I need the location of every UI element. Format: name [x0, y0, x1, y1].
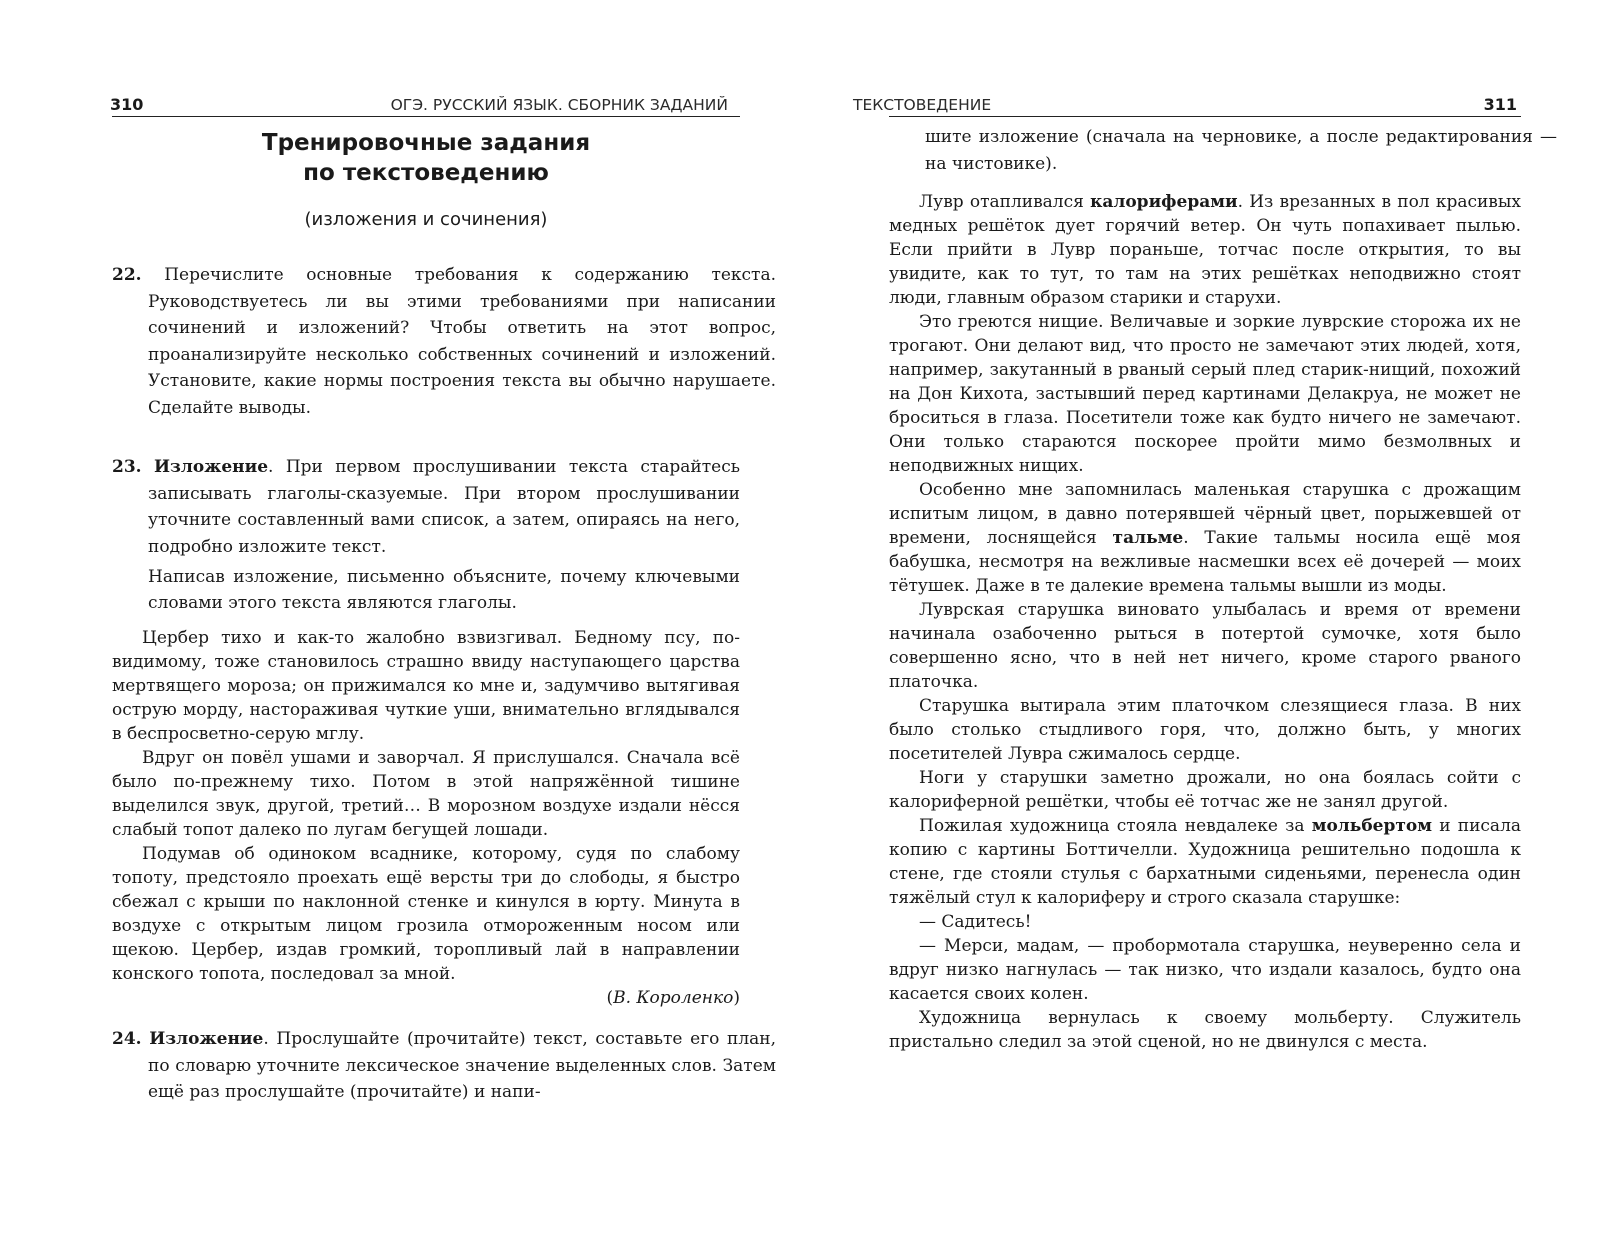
paustovsky-excerpt: [889, 190, 1521, 1054]
p1-b: . Из врезанных в пол красивых медных решёток дует горячий ветер. Он чуть попахивает пылью. Если прийти в Лувр пораньше, тотчас после открытия, то вы увидите, как то тут, то там на этих решётках неподвижно стоят люди, главным образом старики и старухи.: [889, 192, 1521, 308]
excerpt-paragraph: Ноги у старушки заметно дрожали, но она боялась сойти с калориферной решётки, чтобы её тотчас же не занял другой.: [889, 768, 1521, 812]
excerpt-author: [112, 986, 740, 1010]
korolenko-excerpt: [112, 626, 740, 1010]
p3-a: Особенно мне запомнилась маленькая старушка с дрожащим испитым лицом, в давно потерявшей чёрный цвет, порыжевшей от времени, лоснящейся: [889, 480, 1521, 548]
task-23-number: 23.: [112, 457, 142, 477]
task-24-number: 24.: [112, 1029, 142, 1049]
right-page: [853, 0, 1557, 1258]
section-subtitle: (изложения и сочинения): [304, 209, 548, 230]
term-kaloriferami: калориферами: [1090, 192, 1238, 212]
task-22: [112, 262, 776, 422]
task-22-number: 22.: [112, 265, 142, 285]
excerpt-paragraph: [889, 478, 1521, 598]
excerpt-paragraph: Вдруг он повёл ушами и заворчал. Я прислушался. Сначала всё было по-прежнему тихо. Потом в этой напряжённой тишине выделился звук, другой, третий… В морозном воздухе издали нёсся слабый топот далеко по лугам бегущей лошади.: [112, 748, 740, 840]
p3-b: . Такие тальмы носила ещё моя бабушка, несмотря на вежливые насмешки всех её дочерей — моих тётушек. Даже в те далекие времена тальмы вышли из моды.: [889, 528, 1521, 596]
task-24-continuation: шите изложение (сначала на черновике, а после редактирования — на чистовике).: [925, 127, 1557, 174]
dialogue-line: — Мерси, мадам, — пробормотала старушка, неуверенно села и вдруг низко нагнулась — так низко, что издали казалось, будто она касается своих колен.: [889, 936, 1521, 1004]
running-title-left: ОГЭ. РУССКИЙ ЯЗЫК. СБОРНИК ЗАДАНИЙ: [390, 96, 728, 114]
task-22-text: Перечислите основные требования к содержанию текста. Руководствуетесь ли вы этими требованиями при написании сочинений и изложений? Чтобы ответить на этот вопрос, проанализируйте несколько собственных сочинений и изложений. Установите, какие нормы построения текста вы обычно нарушаете. Сделайте выводы.: [148, 265, 777, 418]
excerpt-paragraph: Это греются нищие. Величавые и зоркие луврские сторожа их не трогают. Они делают вид, что просто не замечают этих людей, хотя, например, закутанный в рваный серый плед старик-нищий, похожий на Дон Кихота, застывший перед картинами Делакруа, не может не броситься в глаза. Посетители тоже как будто ничего не замечают. Они только стараются поскорее пройти мимо безмолвных и неподвижных нищих.: [889, 312, 1521, 476]
excerpt-paragraph: Старушка вытирала этим платочком слезящиеся глаза. В них было столько стыдливого горя, что, должно быть, у многих посетителей Лувра сжималось сердце.: [889, 696, 1521, 764]
left-page: [110, 0, 777, 1258]
excerpt-paragraph: [889, 814, 1521, 910]
dialogue-line: — Садитесь!: [919, 912, 1032, 932]
task-23-note: Написав изложение, письменно объясните, почему ключевыми словами этого текста являются глаголы.: [148, 567, 740, 614]
section-title: [112, 128, 740, 188]
excerpt-paragraph: Художница вернулась к своему мольберту. Служитель пристально следил за этой сценой, но не двинулся с места.: [889, 1008, 1521, 1052]
running-title-right: ТЕКСТОВЕДЕНИЕ: [853, 96, 992, 114]
task-24: [112, 1026, 776, 1106]
task-24-text: . Прослушайте (прочитайте) текст, составьте его план, по словарю уточните лексическое значение выделенных слов. Затем ещё раз прослушайте (прочитайте) и напи-: [148, 1029, 776, 1103]
author-paren-close: ): [733, 988, 740, 1008]
task-23-keyword: Изложение: [153, 457, 269, 477]
author-name: В. Короленко: [613, 988, 734, 1008]
left-running-header: [112, 92, 740, 117]
p1-a: Лувр отапливался: [919, 192, 1091, 212]
page-number-left: 310: [110, 95, 144, 114]
p7-a: Пожилая художница стояла невдалеке за: [919, 816, 1312, 836]
task-23: [112, 454, 740, 616]
section-title-line2: по текстоведению: [303, 160, 549, 186]
section-title-line1: Тренировочные задания: [261, 130, 591, 156]
excerpt-paragraph: [889, 190, 1521, 310]
excerpt-paragraph: Луврская старушка виновато улыбалась и время от времени начинала озабоченно рыться в потертой сумочке, хотя было совершенно ясно, что в ней нет ничего, кроме старого рваного платочка.: [889, 600, 1521, 692]
excerpt-paragraph: Цербер тихо и как-то жалобно взвизгивал. Бедному псу, по-видимому, тоже становилось страшно ввиду наступающего царства мертвящего мороза; он прижимался ко мне и, задумчиво вытягивая острую морду, настораживая чуткие уши, внимательно вглядывался в беспросветно-серую мглу.: [112, 628, 740, 744]
term-molbertom: мольбертом: [1311, 816, 1433, 836]
excerpt-paragraph: Подумав об одиноком всаднике, которому, судя по слабому топоту, предстояло проехать ещё версты три до слободы, я быстро сбежал с крыши по наклонной стенке и кинулся в юрту. Минута в воздухе с открытым лицом грозила отмороженным носом или щекою. Цербер, издав громкий, торопливый лай в направлении конского топота, последовал за мной.: [112, 844, 740, 984]
task-23-text: . При первом прослушивании текста старайтесь записывать глаголы-сказуемые. При втором прослушивании уточните составленный вами список, а затем, опираясь на него, подробно изложите текст.: [148, 457, 741, 557]
right-running-header: [853, 92, 1521, 117]
author-paren-open: (: [606, 988, 614, 1008]
p7-b: и писала копию с картины Боттичелли. Художница решительно подошла к стене, где стояли стулья с бархатными сиденьями, перенесла один тяжёлый стул к калориферу и строго сказала старушке:: [889, 816, 1521, 908]
term-talme: тальме: [1112, 528, 1184, 548]
task-24-keyword: Изложение: [149, 1029, 264, 1049]
page-number-right: 311: [1483, 95, 1517, 114]
